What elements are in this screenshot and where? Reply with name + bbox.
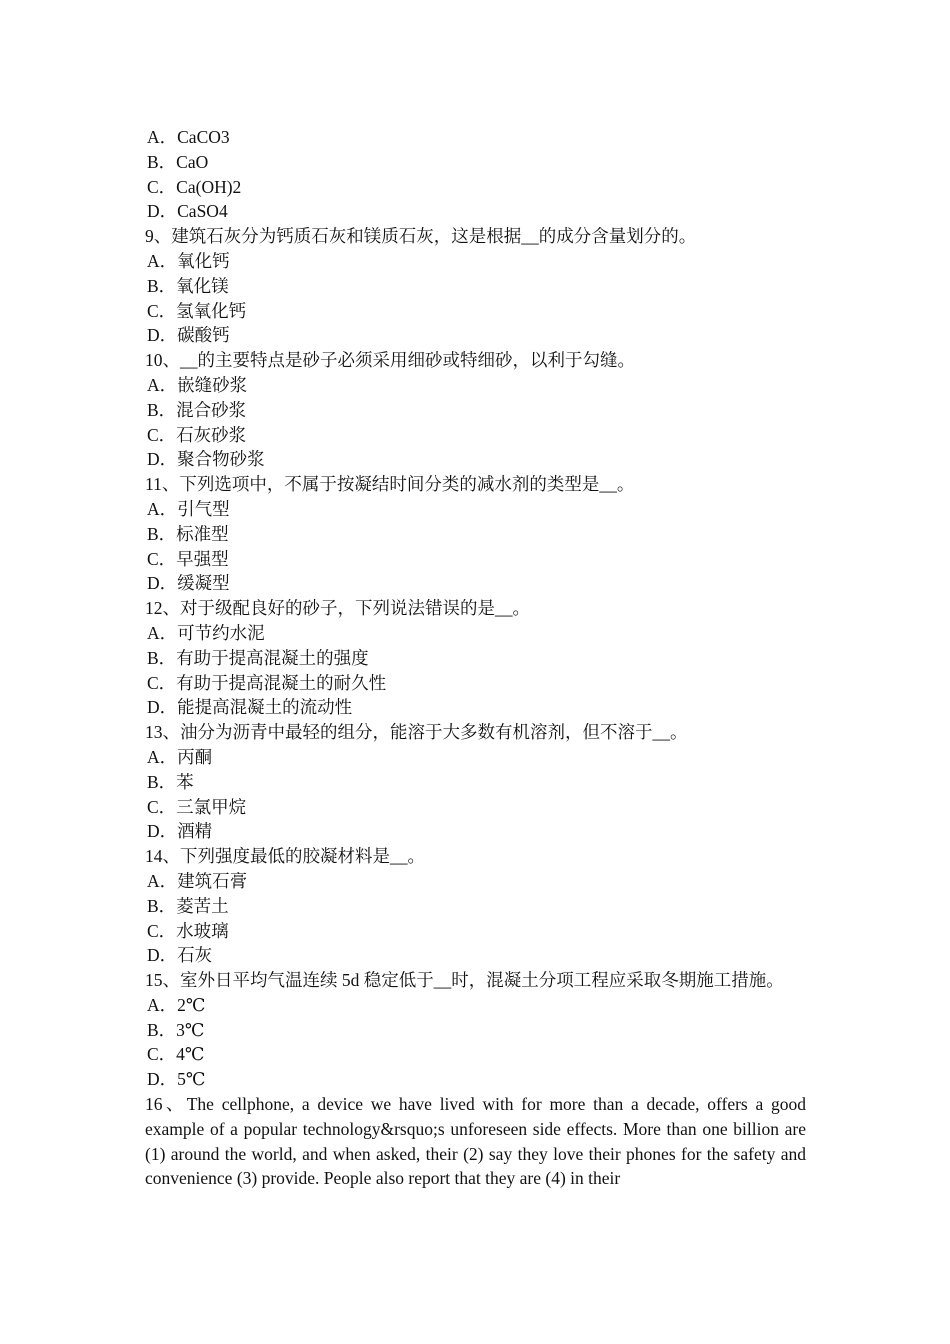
option-c: C．4℃ (147, 1044, 205, 1065)
option-b: B．有助于提高混凝土的强度 (147, 647, 369, 668)
question-stem: 9、建筑石灰分为钙质石灰和镁质石灰，这是根据__的成分含量划分的。 (145, 226, 697, 247)
option-a: A．CaCO3 (147, 127, 230, 147)
option-d: D．酒精 (147, 821, 213, 842)
option-d: D．能提高混凝土的流动性 (147, 697, 353, 718)
option-b: B．混合砂浆 (147, 399, 247, 420)
question-10 (145, 348, 806, 472)
question-14 (145, 844, 806, 968)
option-b: B．氧化镁 (147, 275, 229, 296)
option-d: D．缓凝型 (147, 573, 230, 594)
option-c: C．氢氧化钙 (147, 300, 247, 321)
question-stem: 14、下列强度最低的胶凝材料是__。 (145, 846, 425, 867)
option-d: D．聚合物砂浆 (147, 449, 265, 470)
option-b: B．CaO (147, 151, 209, 172)
question-15 (145, 968, 806, 1092)
question-passage: 16、The cellphone, a device we have lived with for more than a decade, offers a good example of a popular technology&rsquo;s unforeseen side effects. More than one billion are (1) around the world, and when asked, their (2) say they love their phones for the safety and convenience (3) provide. People also report that they are (4) in their (145, 1094, 806, 1189)
option-c: C．有助于提高混凝土的耐久性 (147, 672, 387, 693)
option-b: B．菱苦土 (147, 895, 229, 916)
question-stem: 11、下列选项中，不属于按凝结时间分类的减水剂的类型是__。 (145, 474, 635, 495)
exam-content (145, 125, 806, 1191)
option-c: C．早强型 (147, 548, 229, 569)
question-9 (145, 224, 806, 348)
question-16 (145, 1092, 806, 1191)
option-a: A．氧化钙 (147, 250, 230, 271)
option-d: D．CaSO4 (147, 201, 228, 222)
question-stem: 13、油分为沥青中最轻的组分，能溶于大多数有机溶剂，但不溶于__。 (145, 722, 688, 743)
option-d: D．碳酸钙 (147, 325, 230, 346)
option-d: D．石灰 (147, 945, 213, 966)
question-12 (145, 596, 806, 720)
option-a: A．建筑石膏 (147, 870, 248, 891)
option-a: A．可节约水泥 (147, 622, 265, 643)
option-a: A．丙酮 (147, 746, 213, 767)
option-c: C．石灰砂浆 (147, 424, 247, 445)
option-c: C．Ca(OH)2 (147, 176, 242, 197)
option-a: A．2℃ (147, 994, 206, 1015)
option-a: A．嵌缝砂浆 (147, 374, 248, 395)
question-stem: 12、对于级配良好的砂子，下列说法错误的是__。 (145, 598, 530, 619)
option-b: B．标准型 (147, 523, 229, 544)
question-stem: 10、__的主要特点是砂子必须采用细砂或特细砂，以利于勾缝。 (145, 350, 635, 371)
option-a: A．引气型 (147, 498, 230, 519)
option-c: C．三氯甲烷 (147, 796, 247, 817)
option-c: C．水玻璃 (147, 920, 229, 941)
question-stem: 15、室外日平均气温连续 5d 稳定低于__时，混凝土分项工程应采取冬期施工措施。 (145, 970, 784, 991)
option-b: B．3℃ (147, 1019, 205, 1040)
question-8-options (145, 125, 806, 224)
option-d: D．5℃ (147, 1069, 206, 1090)
question-13 (145, 720, 806, 844)
option-b: B．苯 (147, 771, 194, 792)
question-11 (145, 472, 806, 596)
